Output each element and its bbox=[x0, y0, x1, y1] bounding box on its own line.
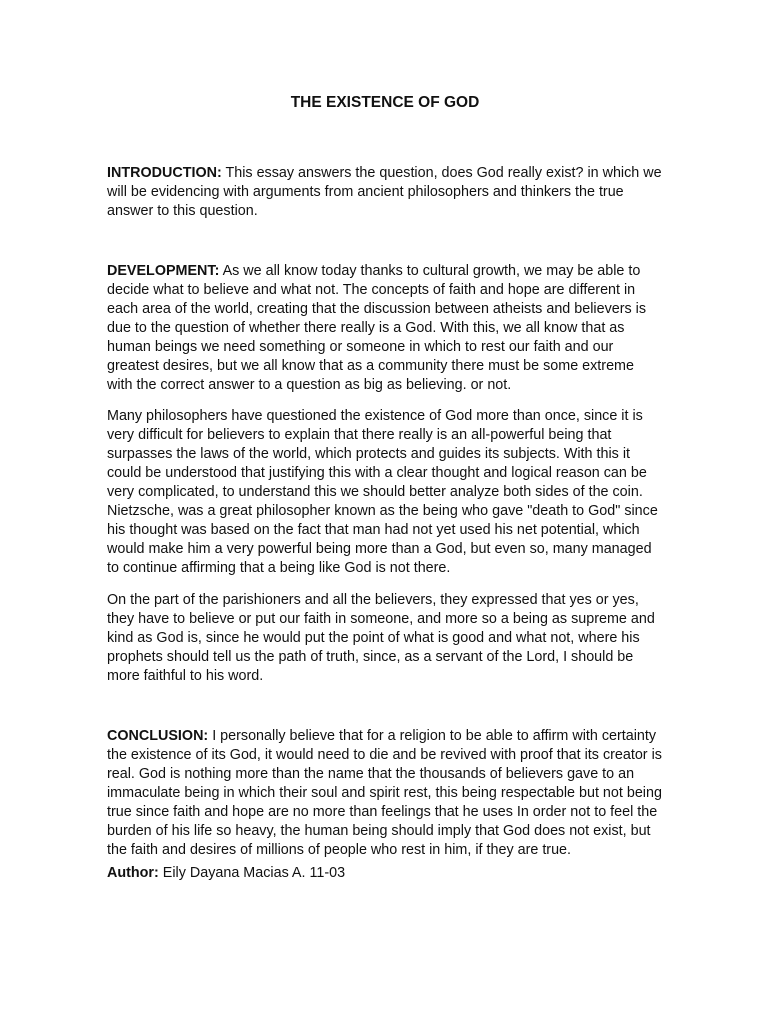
conclusion-text: I personally believe that for a religion to be able to affirm with certainty the existence of its God, it would need to die and be revived with proof that its creator is real. God is nothing more than the name that the thousands of believers gave to an immaculate being in which their soul and spirit rest, this being respectable but not being true since faith and hope are no more than feelings that he uses In order not to feel the burden of his life so heavy, the human being should imply that God does not exist, but the faith and desires of millions of people who rest in him, if they are true. bbox=[107, 728, 662, 858]
development-label: DEVELOPMENT: bbox=[107, 263, 220, 279]
document-title: THE EXISTENCE OF GOD bbox=[290, 94, 480, 111]
development-paragraph-3: On the part of the parishioners and all the believers, they expressed that yes or yes, they have to believe or put our faith in someone, and more so a being as supreme and kind as God is, since he would put the point of what is good and what not, where his prophets should tell us the path of truth, since, as a servant of the Lord, I should be more faithful to his word. bbox=[107, 592, 655, 684]
author-line bbox=[107, 864, 663, 883]
author-label: Author: bbox=[107, 865, 159, 881]
conclusion-paragraph bbox=[107, 727, 663, 860]
development-text: As we all know today thanks to cultural growth, we may be able to decide what to believe and what not. The concepts of faith and hope are different in each area of the world, creating that the discussion between atheists and believers is due to the question of whether there really is a God. With this, we all know that as human beings we need something or someone in which to rest our faith and our greatest desires, but we all know that as a community there must be some extreme with the correct answer to a question as big as believing. or not. bbox=[107, 263, 647, 393]
introduction-paragraph bbox=[107, 164, 663, 221]
conclusion-label: CONCLUSION: bbox=[107, 728, 209, 744]
development-paragraph bbox=[107, 262, 663, 395]
author-name: Eily Dayana Macias A. 11-03 bbox=[162, 865, 346, 881]
introduction-label: INTRODUCTION: bbox=[107, 165, 222, 181]
introduction-text: This essay answers the question, does God really exist? in which we will be evidencing with arguments from ancient philosophers and thinkers the true answer to this question. bbox=[107, 165, 662, 219]
development-paragraph-2: Many philosophers have questioned the existence of God more than once, since it is very difficult for believers to explain that there really is an all-powerful being that surpasses the laws of the world, which protects and guides its subjects. With this it could be understood that justifying this with a clear thought and logical reason can be very complicated, to understand this we should better analyze both sides of the coin. Nietzsche, was a great philosopher known as the being who gave "death to God" since his thought was based on the fact that man had not yet used his net potential, which would make him a very powerful being more than a God, but even so, many managed to continue affirming that a being like God is not there. bbox=[107, 408, 658, 576]
